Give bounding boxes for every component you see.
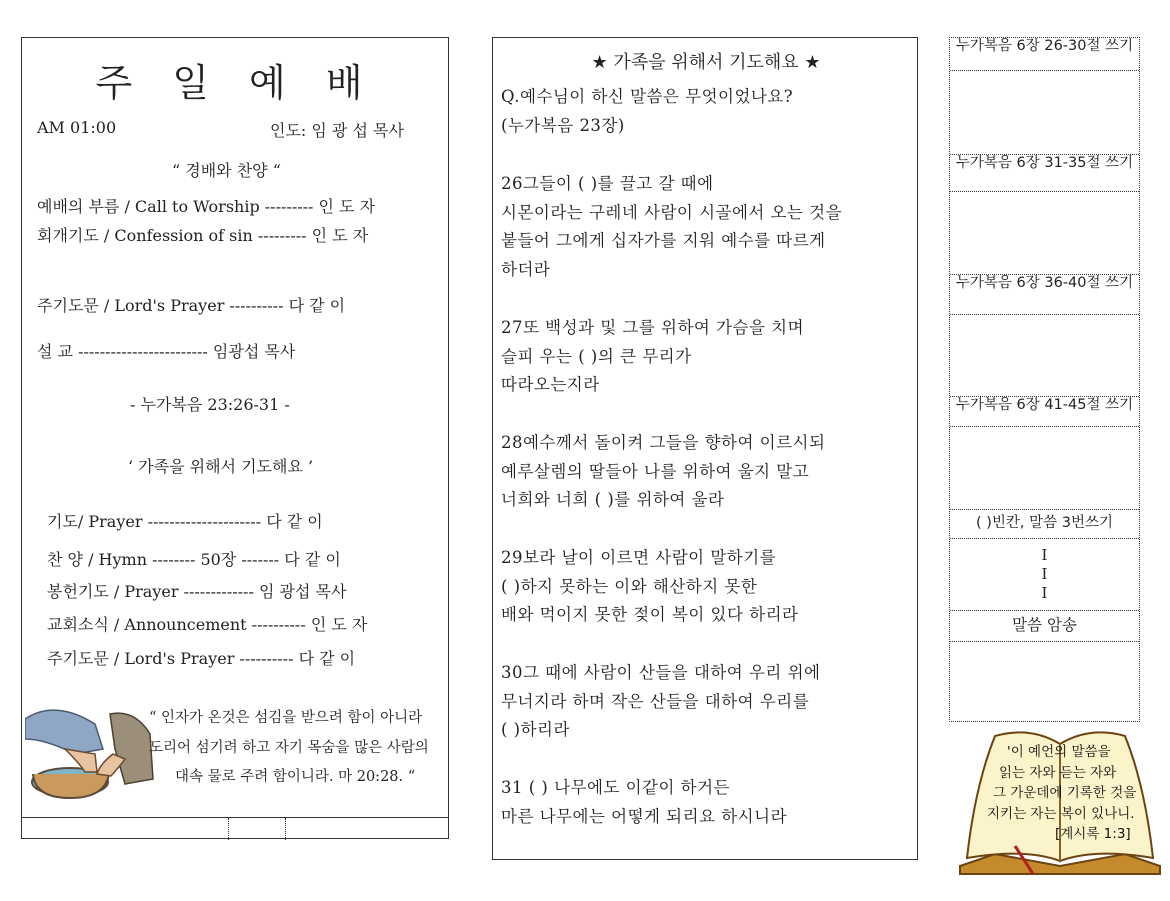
- write-row-header-4: 누가복음 6장 41-45절 쓰기: [950, 397, 1139, 427]
- item-offering-prayer: 봉헌기도 / Prayer ------------- 임 광섭 목사: [47, 582, 347, 601]
- write-row-header-2: 누가복음 6장 31-35절 쓰기: [950, 155, 1139, 192]
- mark-3: I: [1041, 584, 1048, 602]
- write-row-header-1: 누가복음 6장 26-30절 쓰기: [950, 38, 1139, 71]
- item-lords-prayer-2: 주기도문 / Lord's Prayer ---------- 다 같 이: [47, 649, 356, 668]
- bible-verse-line-3: 그 가운데에 기록한 것을: [993, 785, 1137, 801]
- bible-verse-line-4: 지키는 자는 복이 있나니.: [987, 806, 1135, 822]
- write-area-2[interactable]: [950, 192, 1139, 275]
- quote-line-3: 대속 물로 주려 함이니라. 마 20:28. “: [175, 769, 416, 785]
- verse-29-line-2: ( )하지 못하는 이와 해산하지 못한: [501, 577, 758, 596]
- verse-26-line-3: 붙들어 그에게 십자가를 지워 예수를 따르게: [501, 231, 826, 250]
- verse-31-line-2: 마른 나무에는 어떻게 되리요 하시니라: [501, 807, 788, 826]
- mark-1: I: [1041, 546, 1048, 564]
- foot-washing-illustration: [25, 694, 165, 804]
- item-prayer: 기도/ Prayer --------------------- 다 같 이: [47, 512, 323, 531]
- item-announcement: 교회소식 / Announcement ---------- 인 도 자: [47, 615, 368, 634]
- item-hymn: 찬 양 / Hymn -------- 50장 ------- 다 같 이: [47, 550, 341, 569]
- write-area-4[interactable]: [950, 427, 1139, 510]
- verse-27-line-2: 슬피 우는 ( )의 큰 무리가: [501, 347, 692, 366]
- section-praise: “ 경배와 찬양 “: [172, 161, 281, 180]
- bible-verse-line-1: '이 예언의 말씀을: [1007, 744, 1111, 760]
- write-row-header-3: 누가복음 6장 36-40절 쓰기: [950, 275, 1139, 315]
- blank-instruction: ( )빈칸, 말씀 3번쓰기: [950, 510, 1139, 539]
- question-line: Q.예수님이 하신 말씀은 무엇이었나요?: [501, 87, 794, 106]
- verse-31-line-1: 31 ( ) 나무에도 이같이 하거든: [501, 778, 730, 797]
- item-confession: 회개기도 / Confession of sin --------- 인 도 자: [37, 226, 369, 245]
- verse-27-line-3: 따라오는지라: [501, 375, 600, 394]
- quote-line-2: 도리어 섬기려 하고 자기 목숨을 많은 사람의: [149, 740, 429, 756]
- three-times-marks: [950, 539, 1139, 611]
- memorize-area[interactable]: [950, 642, 1139, 721]
- verse-29-line-3: 배와 먹이지 못한 젖이 복이 있다 하리라: [501, 605, 799, 624]
- open-bible-graphic: [955, 726, 1165, 876]
- item-sermon: 설 교 ------------------------ 임광섭 목사: [37, 342, 296, 361]
- scripture-reference: - 누가복음 23:26-31 -: [130, 395, 290, 414]
- bible-verse-line-2: 읽는 자와 듣는 자와: [999, 765, 1117, 781]
- verse-26-line-2: 시몬이라는 구레네 사람이 시골에서 오는 것을: [501, 203, 843, 222]
- item-call-to-worship: 예배의 부름 / Call to Worship --------- 인 도 자: [37, 197, 376, 216]
- worship-order-panel: [21, 37, 449, 839]
- write-area-1[interactable]: [950, 71, 1139, 155]
- verse-30-line-1: 30그 때에 사람이 산들을 대하여 우리 위에: [501, 663, 821, 682]
- family-prayer-panel: [492, 37, 918, 860]
- verse-27-line-1: 27또 백성과 및 그를 위하여 가슴을 치며: [501, 318, 805, 337]
- verse-29-line-1: 29보라 날이 이르면 사람이 말하기를: [501, 548, 777, 567]
- mark-2: I: [1041, 565, 1048, 583]
- bible-verse-reference: [계시록 1:3]: [1055, 826, 1131, 842]
- quote-line-1: “ 인자가 온것은 섬김을 받으려 함이 아니라: [149, 710, 423, 726]
- item-lords-prayer: 주기도문 / Lord's Prayer ---------- 다 같 이: [37, 296, 346, 315]
- page-title: 주 일 예 배: [95, 61, 377, 105]
- family-prayer-title: ★ 가족을 위해서 기도해요 ★: [591, 52, 821, 73]
- verse-28-line-1: 28예수께서 돌이켜 그들을 향하여 이르시되: [501, 433, 826, 452]
- leader-name: 인도: 임 광 섭 목사: [270, 121, 404, 140]
- sermon-title: ‘ 가족을 위해서 기도해요 ’: [128, 457, 314, 476]
- verse-28-line-3: 너희와 너희 ( )를 위하여 울라: [501, 490, 725, 509]
- write-area-3[interactable]: [950, 315, 1139, 397]
- service-time: AM 01:00: [37, 118, 117, 137]
- memorize-label-row: 말씀 암송: [950, 611, 1139, 642]
- question-reference: (누가복음 23장): [501, 116, 625, 135]
- verse-28-line-2: 예루살렘의 딸들아 나를 위하여 울지 말고: [501, 462, 810, 481]
- verse-30-line-3: ( )하리라: [501, 720, 570, 739]
- writing-practice-table: [949, 37, 1140, 722]
- footer-bar: [22, 817, 448, 840]
- verse-30-line-2: 무너지라 하며 작은 산들을 대하여 우리를: [501, 692, 810, 711]
- verse-26-line-1: 26그들이 ( )를 끌고 갈 때에: [501, 174, 714, 193]
- verse-26-line-4: 하더라: [501, 260, 551, 279]
